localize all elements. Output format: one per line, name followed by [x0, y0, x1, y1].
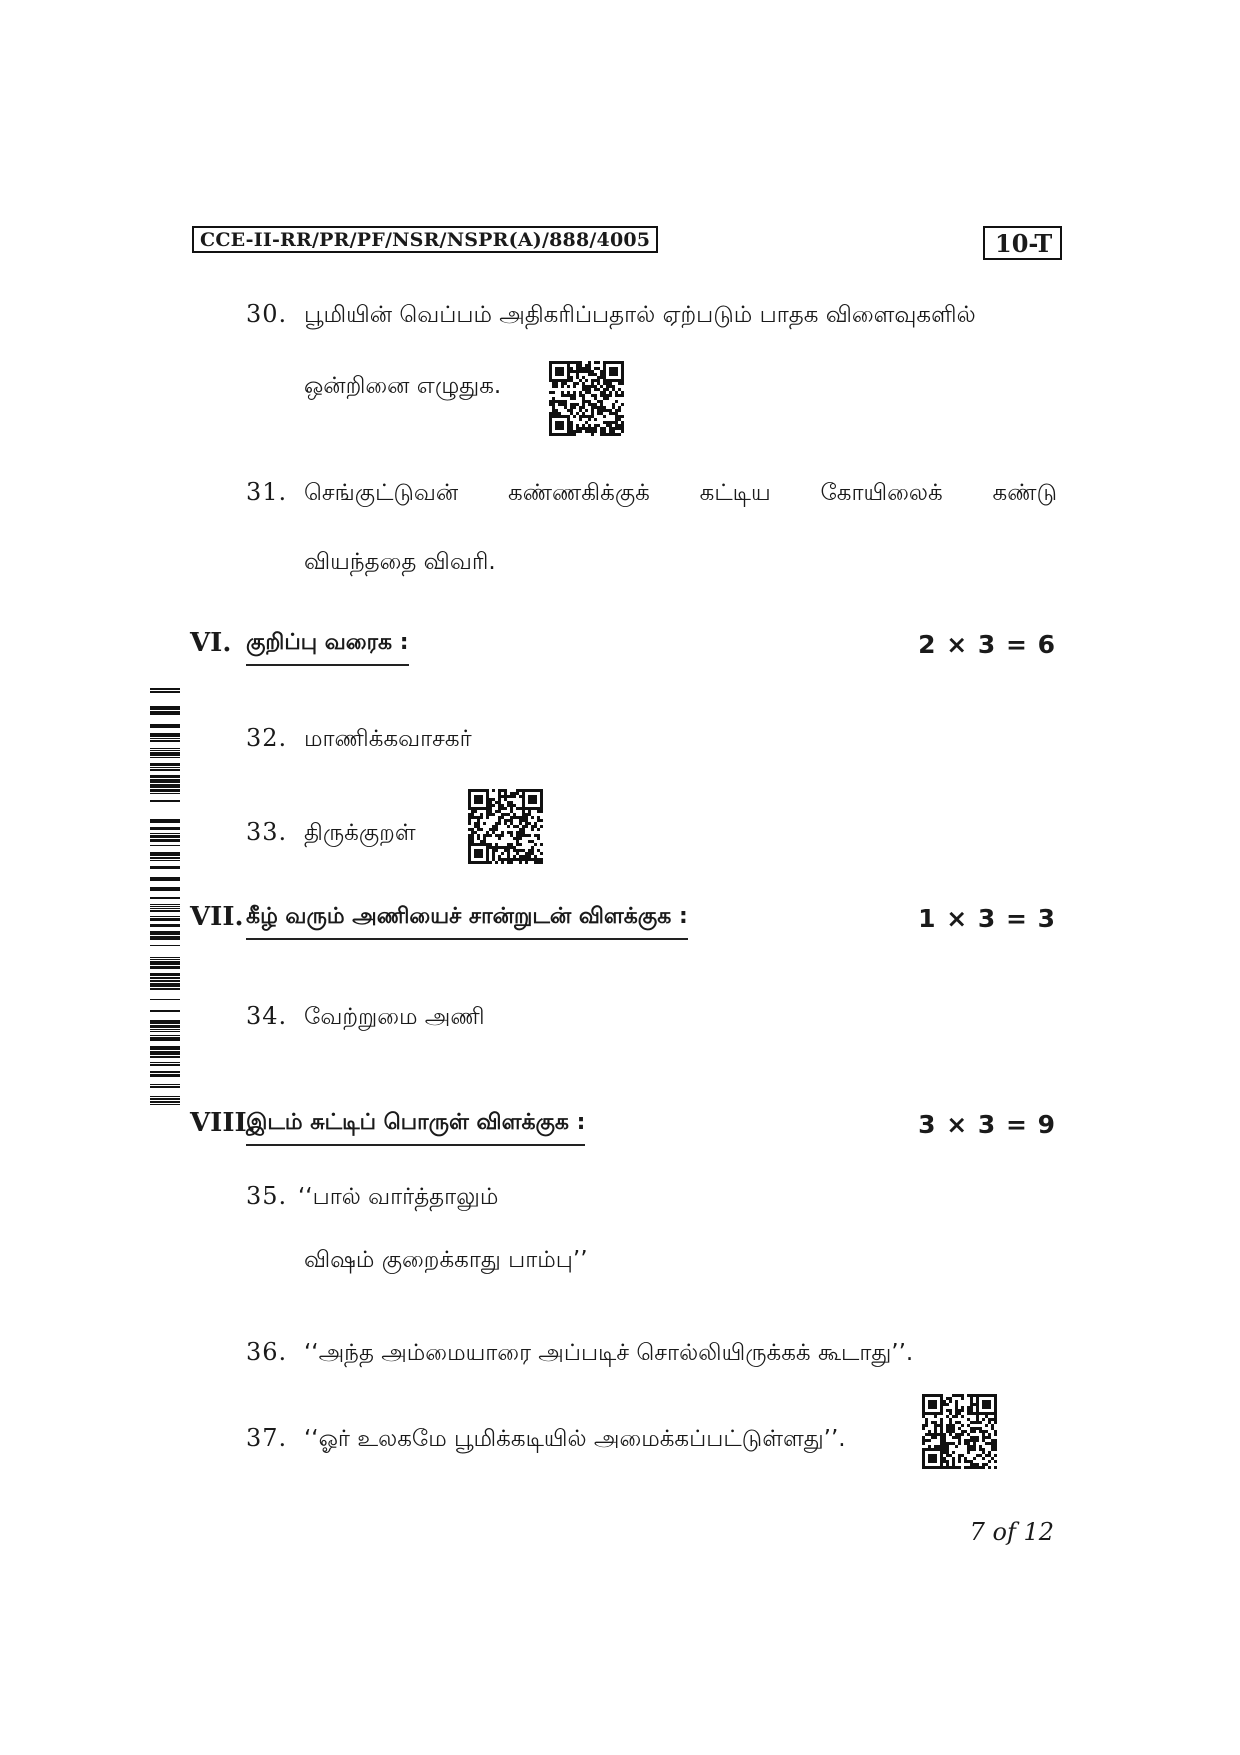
- question-36: [246, 1338, 287, 1366]
- qr-code-image: [922, 1394, 997, 1469]
- section-number: VI.: [190, 628, 232, 658]
- subject-code: 10-T: [983, 226, 1062, 260]
- page-number: 7 of 12: [969, 1518, 1054, 1546]
- question-35-line-2: விஷம் குறைக்காது பாம்பு’’: [304, 1247, 588, 1273]
- question-33: [246, 818, 287, 846]
- question-35-line-1: ‘‘பால் வார்த்தாலும்: [298, 1184, 499, 1210]
- question-30: [246, 300, 287, 328]
- question-34-text: வேற்றுமை அணி: [304, 1004, 485, 1030]
- section-marks: 2 × 3 = 6: [918, 630, 1056, 659]
- question-number: 30.: [246, 300, 288, 328]
- paper-code: CCE-II-RR/PR/PF/NSR/NSPR(A)/888/4005: [192, 226, 658, 253]
- barcode-image: [150, 683, 180, 1114]
- barcode-graphic: [150, 683, 180, 1110]
- question-37: [246, 1424, 287, 1452]
- question-31-line-2: வியந்ததை விவரி.: [304, 549, 496, 575]
- question-32: [246, 724, 287, 752]
- question-31-line-1: [304, 480, 1057, 509]
- word: கோயிலைக்: [820, 480, 943, 506]
- section-number: VIII.: [190, 1108, 256, 1138]
- question-number: 34.: [246, 1002, 288, 1030]
- question-34: [246, 1002, 287, 1030]
- question-30-line-2: ஒன்றினை எழுதுக.: [304, 373, 502, 399]
- section-title: குறிப்பு வரைக :: [246, 630, 409, 666]
- word: கண்டு: [992, 480, 1057, 506]
- section-number: VII.: [190, 902, 244, 932]
- question-36-text: ‘‘அந்த அம்மையாரை அப்படிச் சொல்லியிருக்கக் கூடாது’’.: [304, 1340, 914, 1366]
- question-35: [246, 1182, 287, 1210]
- question-number: 35.: [246, 1182, 288, 1210]
- question-number: 32.: [246, 724, 288, 752]
- question-31: [246, 478, 287, 506]
- question-37-text: ‘‘ஓர் உலகமே பூமிக்கடியில் அமைக்கப்பட்டுள்ளது’’.: [304, 1426, 846, 1452]
- question-number: 33.: [246, 818, 288, 846]
- question-number: 31.: [246, 478, 288, 506]
- qr-code-image: [549, 361, 624, 436]
- section-title: கீழ் வரும் அணியைச் சான்றுடன் விளக்குக :: [246, 904, 688, 940]
- section-title: இடம் சுட்டிப் பொருள் விளக்குக :: [246, 1110, 585, 1146]
- question-number: 36.: [246, 1338, 288, 1366]
- question-number: 37.: [246, 1424, 288, 1452]
- qr-code-image: [468, 789, 543, 864]
- section-marks: 1 × 3 = 3: [918, 904, 1056, 933]
- question-30-line-1: பூமியின் வெப்பம் அதிகரிப்பதால் ஏற்படும் பாதக விளைவுகளில்: [304, 302, 976, 328]
- question-32-text: மாணிக்கவாசகர்: [304, 726, 472, 752]
- word: செங்குட்டுவன்: [304, 480, 459, 506]
- word: கட்டிய: [699, 480, 771, 506]
- section-marks: 3 × 3 = 9: [918, 1110, 1056, 1139]
- question-33-text: திருக்குறள்: [304, 820, 416, 846]
- word: கண்ணகிக்குக்: [508, 480, 650, 506]
